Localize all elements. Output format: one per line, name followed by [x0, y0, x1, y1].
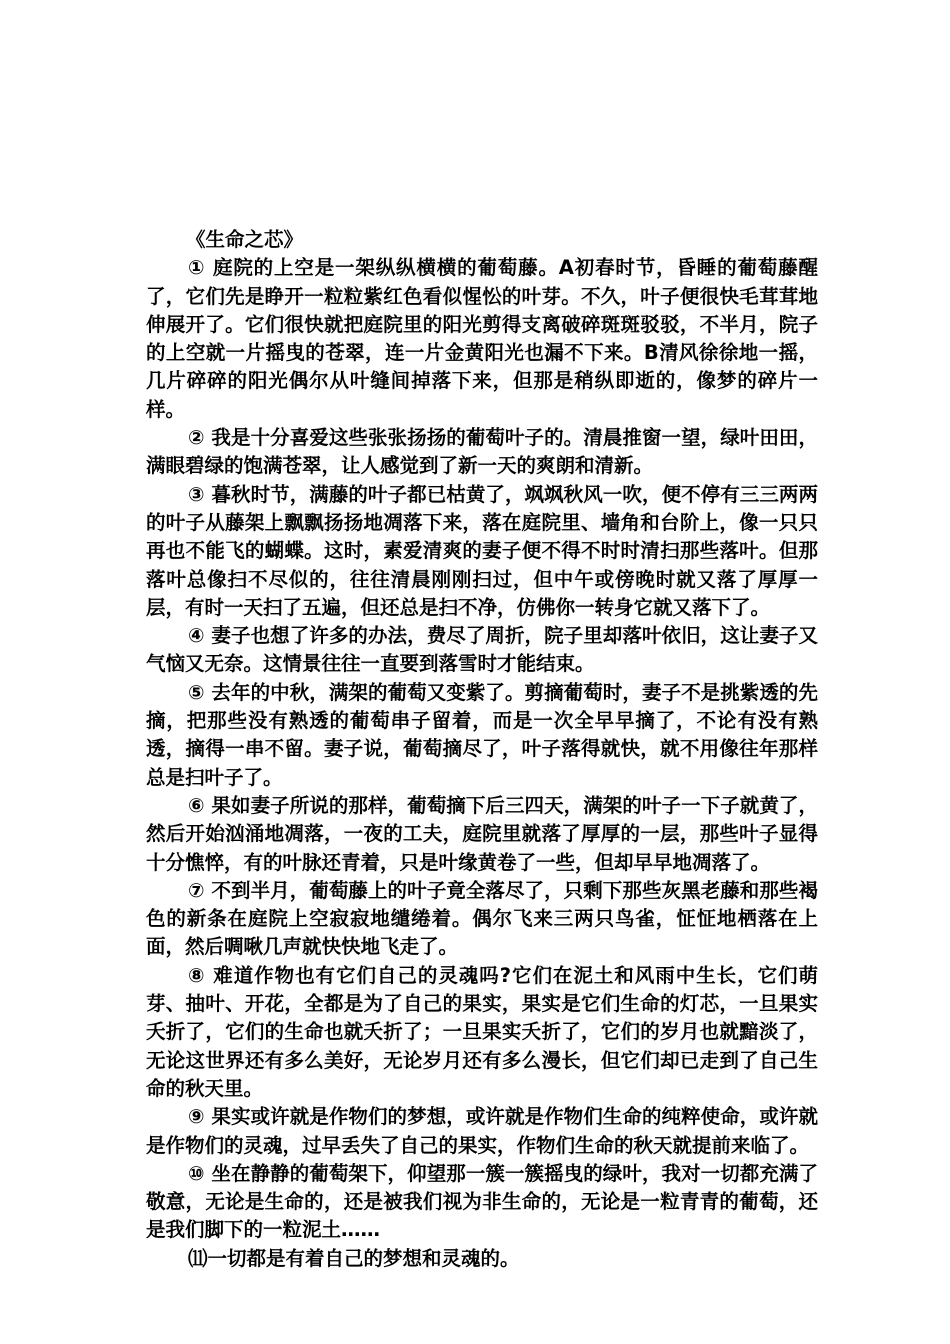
- paragraph-2: ② 我是十分喜爱这些张张扬扬的葡萄叶子的。清晨推窗一望，绿叶田田，满眼碧绿的饱满苍翠，让人感觉到了新一天的爽朗和清新。: [146, 426, 818, 478]
- paragraph-3: ③ 暮秋时节，满藤的叶子都已枯黄了，飒飒秋风一吹，便不停有三三两两的叶子从藤架上飘飘扬扬地凋落下来，落在庭院里、墙角和台阶上，像一只只再也不能飞的蝴蝶。这时，素爱清爽的妻子便不得不时时清扫那些落叶。但那落叶总像扫不尽似的，往往清晨刚刚扫过，但中午或傍晚时就又落了厚厚一层，有时一天扫了五遍，但还总是扫不净，仿佛你一转身它就又落下了。: [146, 482, 818, 619]
- paragraph-11: ⑾一切都是有着自己的梦想和灵魂的。: [188, 1246, 520, 1270]
- paragraph-4: ④ 妻子也想了许多的办法，费尽了周折，院子里却落叶依旧，这让妻子又气恼又无奈。这情景往往一直要到落雪时才能结束。: [146, 624, 818, 676]
- paragraph-6: ⑥ 果如妻子所说的那样，葡萄摘下后三四天，满架的叶子一下子就黄了，然后开始汹涌地凋落，一夜的工夫，庭院里就落了厚厚的一层，那些叶子显得十分憔悴，有的叶脉还青着，只是叶缘黄卷了一些，但却早早地凋落了。: [146, 793, 818, 874]
- document-page: [146, 226, 818, 1273]
- paragraph-5: ⑤ 去年的中秋，满架的葡萄又变紫了。剪摘葡萄时，妻子不是挑紫透的先摘，把那些没有熟透的葡萄串子留着，而是一次全早早摘了，不论有没有熟透，摘得一串不留。妻子说，葡萄摘尽了，叶子落得就快，就不用像往年那样总是扫叶子了。: [146, 680, 818, 789]
- paragraph-7: ⑦ 不到半月，葡萄藤上的叶子竟全落尽了，只剩下那些灰黑老藤和那些褐色的新条在庭院上空寂寂地缱绻着。偶尔飞来三两只鸟雀，怔怔地栖落在上面，然后啁啾几声就快快地飞走了。: [146, 878, 818, 959]
- document-title: 《生命之芯》: [186, 228, 304, 251]
- paragraph-1: ① 庭院的上空是一架纵纵横横的葡萄藤。A初春时节，昏睡的葡萄藤醒了，它们先是睁开一粒粒紫红色看似惺忪的叶芽。不久，叶子便很快毛茸茸地伸展开了。它们很快就把庭院里的阳光剪得支离破碎斑斑驳驳，不半月，院子的上空就一片摇曳的苍翠，连一片金黄阳光也漏不下来。B清风徐徐地一摇，几片碎碎的阳光偶尔从叶缝间掉落下来，但那是稍纵即逝的，像梦的碎片一样。: [146, 256, 818, 421]
- paragraph-10: ⑩ 坐在静静的葡萄架下，仰望那一簇一簇摇曳的绿叶，我对一切都充满了敬意，无论是生命的，还是被我们视为非生命的，无论是一粒青青的葡萄，还是我们脚下的一粒泥土……: [146, 1161, 818, 1242]
- paragraph-9: ⑨ 果实或许就是作物们的梦想，或许就是作物们生命的纯粹使命，或许就是作物们的灵魂，过早丢失了自己的果实，作物们生命的秋天就提前来临了。: [146, 1105, 818, 1157]
- paragraph-8: ⑧ 难道作物也有它们自己的灵魂吗?它们在泥土和风雨中生长，它们萌芽、抽叶、开花，全都是为了自己的果实，果实是它们生命的灯芯，一旦果实夭折了，它们的生命也就夭折了；一旦果实夭折了，它们的岁月也就黯淡了，无论这世界还有多么美好，无论岁月还有多么漫长，但它们却已走到了自己生命的秋天里。: [146, 963, 818, 1100]
